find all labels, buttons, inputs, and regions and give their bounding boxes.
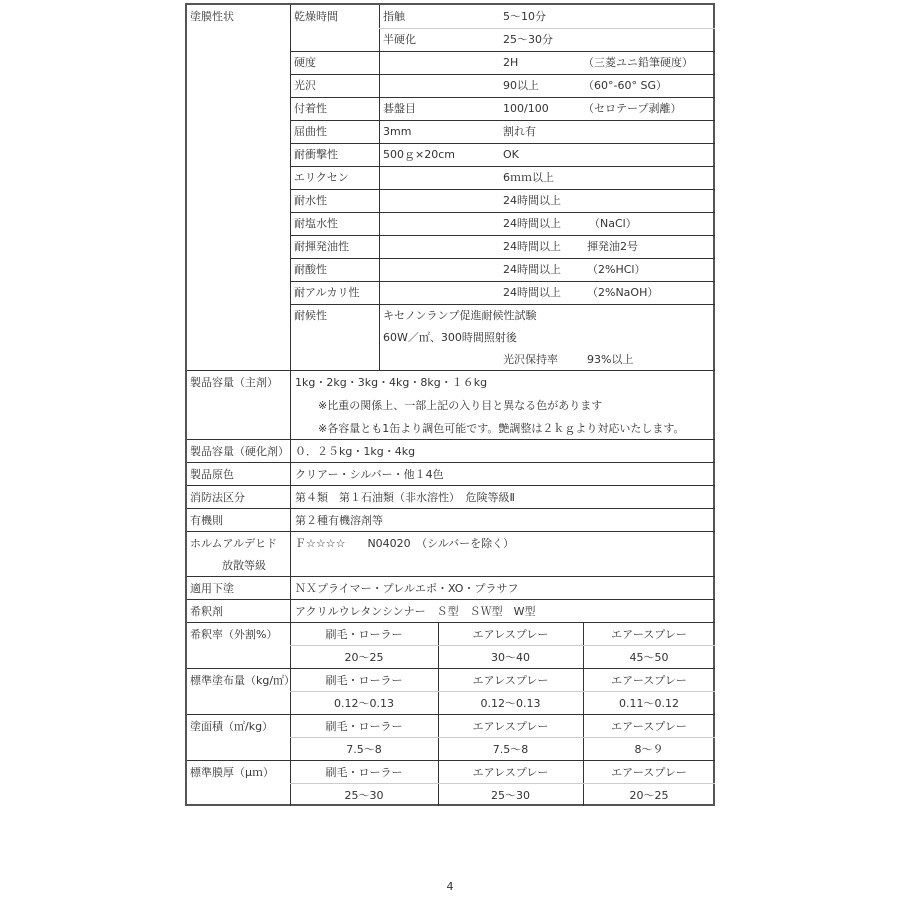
value: 1kg・2kg・3kg・4kg・8kg・１６kg [295, 376, 488, 389]
method: エアースプレー [611, 766, 687, 779]
condition: 500ｇ×20cm [383, 148, 455, 161]
note: ※比重の関係上、一部上記の入り目と異なる色があります [318, 399, 603, 412]
value: 45〜50 [629, 651, 669, 664]
value: 25〜30 [491, 789, 530, 802]
row-label: 塗面積（㎡/kg） [190, 720, 274, 733]
note: 揮発油2号 [587, 240, 638, 253]
value: 20〜25 [629, 789, 669, 802]
value: 24時間以上 [503, 194, 561, 207]
condition: 3mm [383, 125, 412, 138]
value: 24時間以上 [503, 240, 561, 253]
value: 6ｍｍ以上 [503, 171, 554, 184]
value: 90以上 [503, 79, 539, 92]
row-label: 乾燥時間 [294, 10, 338, 23]
weather-line: 60W／㎡、300時間照射後 [383, 331, 517, 344]
row-label: 硬度 [294, 56, 316, 69]
condition: 碁盤目 [383, 102, 416, 115]
note: （セロテープ剥離） [583, 102, 682, 115]
row-label: 希釈剤 [190, 605, 223, 618]
note: ※各容量とも1缶より調色可能です。艶調整は２ｋｇより対応いたします。 [318, 422, 685, 435]
note: （2%NaOH） [587, 286, 659, 299]
value: 0.12〜0.13 [334, 697, 394, 710]
value: 第２種有機溶剤等 [295, 514, 383, 527]
row-label: 製品容量（主剤） [190, 376, 278, 389]
method: 刷毛・ローラー [325, 674, 403, 687]
value: 100/100 [503, 102, 549, 115]
row-label: 耐衝撃性 [294, 148, 338, 161]
row-label: 耐アルカリ性 [294, 286, 360, 299]
method: エアレスプレー [472, 720, 549, 733]
value: 24時間以上 [503, 286, 561, 299]
value: クリアー・シルバー・他１4色 [295, 468, 444, 481]
value: アクリルウレタンシンナー Ｓ型 ＳＷ型 W型 [295, 605, 536, 618]
row-label: 標準膜厚（μｍ） [190, 766, 274, 779]
value: Ｆ☆☆☆☆ N04020 （シルバーを除く） [295, 537, 515, 550]
row-label: 適用下塗 [190, 582, 234, 595]
method: エアースプレー [611, 628, 687, 641]
row-label: 標準塗布量（kg/㎡） [190, 674, 296, 687]
value: 25〜30 [344, 789, 384, 802]
col-divider [379, 5, 380, 370]
method: エアレスプレー [472, 674, 549, 687]
row-label: 放散等級 [222, 559, 266, 572]
retention-value: 93%以上 [587, 353, 634, 366]
row-label: 有機則 [190, 514, 223, 527]
row-label: 消防法区分 [190, 491, 245, 504]
note: （60°-60° SG） [583, 79, 667, 92]
value: 8〜９ [634, 743, 664, 756]
value: 24時間以上 [503, 217, 561, 230]
value: ０．２５kg・1kg・4kg [295, 445, 416, 458]
row-label: 製品原色 [190, 468, 234, 481]
weather-line: キセノンランプ促進耐候性試験 [383, 309, 537, 322]
method: エアースプレー [611, 720, 687, 733]
value: 7.5〜8 [492, 743, 529, 756]
note: （2%HCl） [587, 263, 646, 276]
row-label: エリクセン [294, 171, 349, 184]
method: 刷毛・ローラー [325, 720, 403, 733]
condition: 半硬化 [383, 33, 416, 46]
value: 0.11〜0.12 [619, 697, 679, 710]
value: 30〜40 [491, 651, 530, 664]
condition: 指触 [383, 10, 405, 23]
row-label: 耐酸性 [294, 263, 327, 276]
value: 7.5〜8 [346, 743, 382, 756]
value: 5〜10分 [503, 10, 546, 23]
row-label: 耐揮発油性 [294, 240, 349, 253]
method: 刷毛・ローラー [325, 628, 403, 641]
row-label: 耐塩水性 [294, 217, 338, 230]
method: 刷毛・ローラー [325, 766, 403, 779]
value: 20〜25 [344, 651, 384, 664]
note: （NaCl） [589, 217, 637, 230]
value: 0.12〜0.13 [480, 697, 541, 710]
spec-table [185, 3, 715, 806]
row-label: 耐水性 [294, 194, 327, 207]
value: ＮＸプライマー・プレルエポ・XO・プラサフ [295, 582, 519, 595]
value: 第４類 第１石油類（非水溶性） 危険等級Ⅱ [295, 491, 515, 504]
note: （三菱ユニ鉛筆硬度） [583, 56, 693, 69]
value: 割れ有 [503, 125, 536, 138]
row-label: 付着性 [294, 102, 327, 115]
value: OK [503, 148, 519, 161]
value: 2H [503, 56, 519, 69]
row-label: 耐候性 [294, 309, 327, 322]
row-label: 屈曲性 [294, 125, 327, 138]
method: エアースプレー [611, 674, 687, 687]
row-label: 光沢 [294, 79, 316, 92]
row-label: 製品容量（硬化剤） [190, 445, 289, 458]
value: 24時間以上 [503, 263, 561, 276]
page-number: 4 [446, 880, 454, 893]
section-label: 塗膜性状 [190, 10, 234, 23]
method: エアレスプレー [472, 628, 549, 641]
retention-label: 光沢保持率 [503, 353, 558, 366]
value: 25〜30分 [503, 33, 553, 46]
row-label: 希釈率（外割%） [190, 628, 278, 641]
method: エアレスプレー [472, 766, 549, 779]
row-label: ホルムアルデヒド [190, 537, 278, 550]
